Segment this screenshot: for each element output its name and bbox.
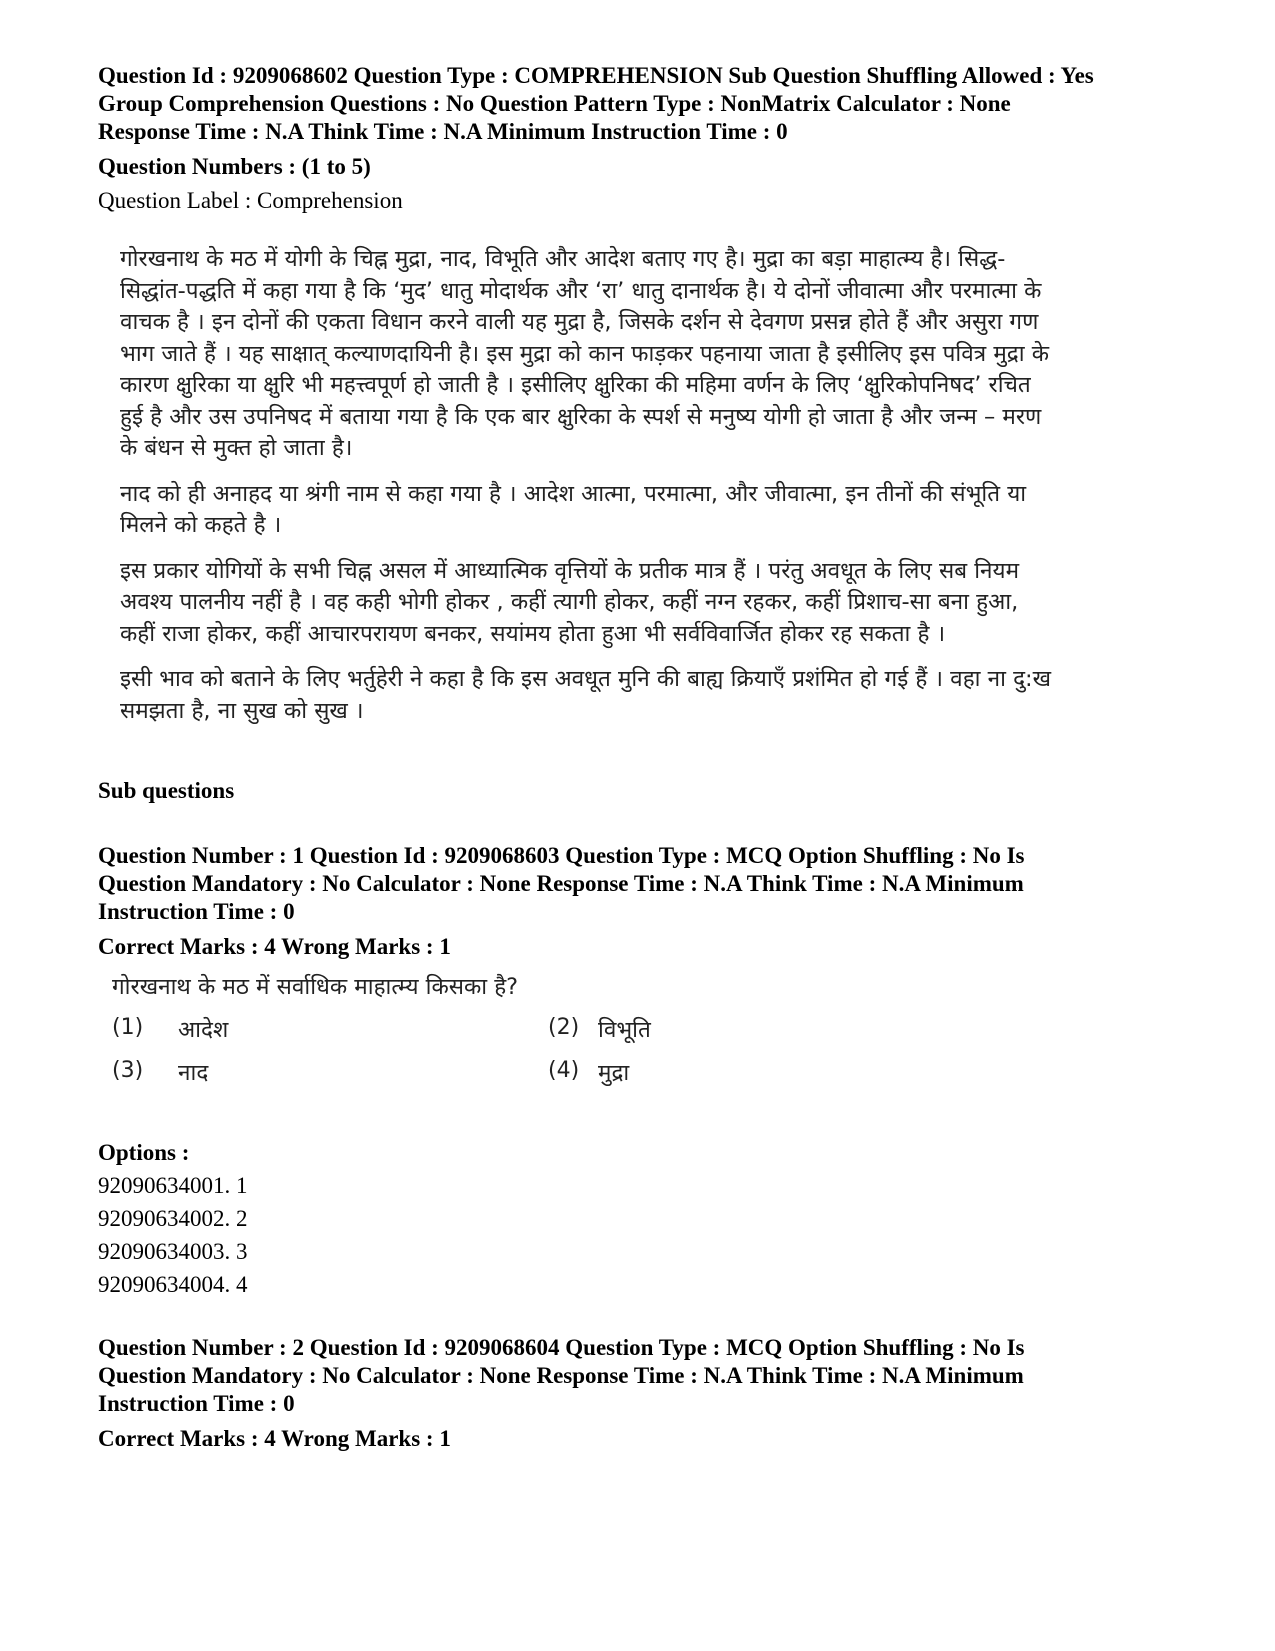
option-item: 92090634004. 4 <box>98 1272 248 1297</box>
options-heading: Options : <box>98 1140 190 1165</box>
choice-number: (2) <box>548 1015 580 1040</box>
comprehension-passage <box>120 244 1060 727</box>
marks-line: Correct Marks : 4 Wrong Marks : 1 <box>98 1426 451 1451</box>
question-meta-line: Instruction Time : 0 <box>98 899 295 924</box>
passage-paragraph: नाद को ही अनाहद या श्रंगी नाम से कहा गया है । आदेश आत्मा, परमात्मा, और जीवात्मा, इन तीनों की संभूति या मिलने को कहते है । <box>120 480 1027 538</box>
choice-text: नाद <box>178 1060 209 1086</box>
question-meta-line: Question Mandatory : No Calculator : None Response Time : N.A Think Time : N.A Minimum <box>98 1363 1024 1388</box>
question-meta-line: Group Comprehension Questions : No Question Pattern Type : NonMatrix Calculator : None <box>98 91 1011 116</box>
comprehension-header <box>98 62 1198 218</box>
question-meta-line: Response Time : N.A Think Time : N.A Minimum Instruction Time : 0 <box>98 119 788 144</box>
question-meta-line: Instruction Time : 0 <box>98 1391 295 1416</box>
passage-paragraph: इस प्रकार योगियों के सभी चिह्न असल में आध्यात्मिक वृत्तियों के प्रतीक मात्र हैं । परंतु अवधूत के लिए सब नियम अवश्य पालनीय नहीं है । वह कही भोगी होकर , कहीं त्यागी होकर, कहीं नग्न रहकर, कहीं प्रिशाच-सा बना हुआ, कहीं राजा होकर, कहीं आचारपरायण बनकर, सयांमय होता हुआ भी सर्वविवार्जित होकर रह सकता है । <box>120 557 1020 647</box>
passage-paragraph: इसी भाव को बताने के लिए भर्तुहेरी ने कहा है कि इस अवधूत मुनि की बाह्य क्रियाएँ प्रशंमित हो गई हैं । वहा ना दु:ख समझता है, ना सुख को सुख । <box>120 666 1052 724</box>
choice-text: मुद्रा <box>598 1060 630 1086</box>
question-1-choice-4 <box>548 1058 579 1083</box>
question-1-prompt: गोरखनाथ के मठ में सर्वाधिक माहात्म्य किसका है? <box>112 974 519 1000</box>
question-meta-line: Question Number : 1 Question Id : 9209068603 Question Type : MCQ Option Shuffling : No Is <box>98 843 1025 868</box>
option-item: 92090634002. 2 <box>98 1206 248 1231</box>
question-1-choice-2 <box>548 1015 579 1040</box>
question-meta-line: Question Number : 2 Question Id : 9209068604 Question Type : MCQ Option Shuffling : No Is <box>98 1335 1025 1360</box>
question-1-choice-3 <box>112 1058 143 1083</box>
question-1-choice-1 <box>112 1015 143 1040</box>
choice-text: विभूति <box>598 1017 651 1043</box>
choice-text: आदेश <box>178 1017 229 1043</box>
question-1-meta <box>98 842 1198 964</box>
passage-paragraph: गोरखनाथ के मठ में योगी के चिह्न मुद्रा, नाद, विभूति और आदेश बताए गए है। मुद्रा का बड़ा माहात्म्य है। सिद्ध-सिद्धांत-पद्धति में कहा गया है कि ‘मुद’ धातु मोदार्थक और ‘रा’ धातु दानार्थक है। ये दोनों जीवात्मा और परमात्मा के वाचक है । इन दोनों की एकता विधान करने वाली यह मुद्रा है, जिसके दर्शन से देवगण प्रसन्न होते हैं और असुरा गण भाग जाते हैं । यह साक्षात् कल्याणदायिनी है। इस मुद्रा को कान फाड़कर पहनाया जाता है इसीलिए इस पवित्र मुद्रा के कारण क्षुरिका या क्षुरि भी महत्त्वपूर्ण हो जाती है । इसीलिए क्षुरिका की महिमा वर्णन के लिए ‘क्षुरिकोपनिषद’ रचित हुई है और उस उपनिषद में बताया गया है कि एक बार क्षुरिका के स्पर्श से मनुष्य योगी हो जाता है और जन्म – मरण के बंधन से मुक्त हो जाता है। <box>120 246 1049 461</box>
question-numbers: Question Numbers : (1 to 5) <box>98 154 371 179</box>
sub-questions-heading: Sub questions <box>98 778 235 803</box>
question-meta-line: Question Mandatory : No Calculator : None Response Time : N.A Think Time : N.A Minimum <box>98 871 1024 896</box>
question-1-options <box>98 1136 698 1301</box>
choice-number: (4) <box>548 1058 580 1083</box>
question-2-meta <box>98 1334 1198 1456</box>
marks-line: Correct Marks : 4 Wrong Marks : 1 <box>98 934 451 959</box>
option-item: 92090634001. 1 <box>98 1173 248 1198</box>
option-item: 92090634003. 3 <box>98 1239 248 1264</box>
question-label: Question Label : Comprehension <box>98 188 403 213</box>
choice-number: (3) <box>112 1058 144 1083</box>
choice-number: (1) <box>112 1015 144 1040</box>
question-meta-line: Question Id : 9209068602 Question Type : COMPREHENSION Sub Question Shuffling Allowed : Yes <box>98 63 1094 88</box>
